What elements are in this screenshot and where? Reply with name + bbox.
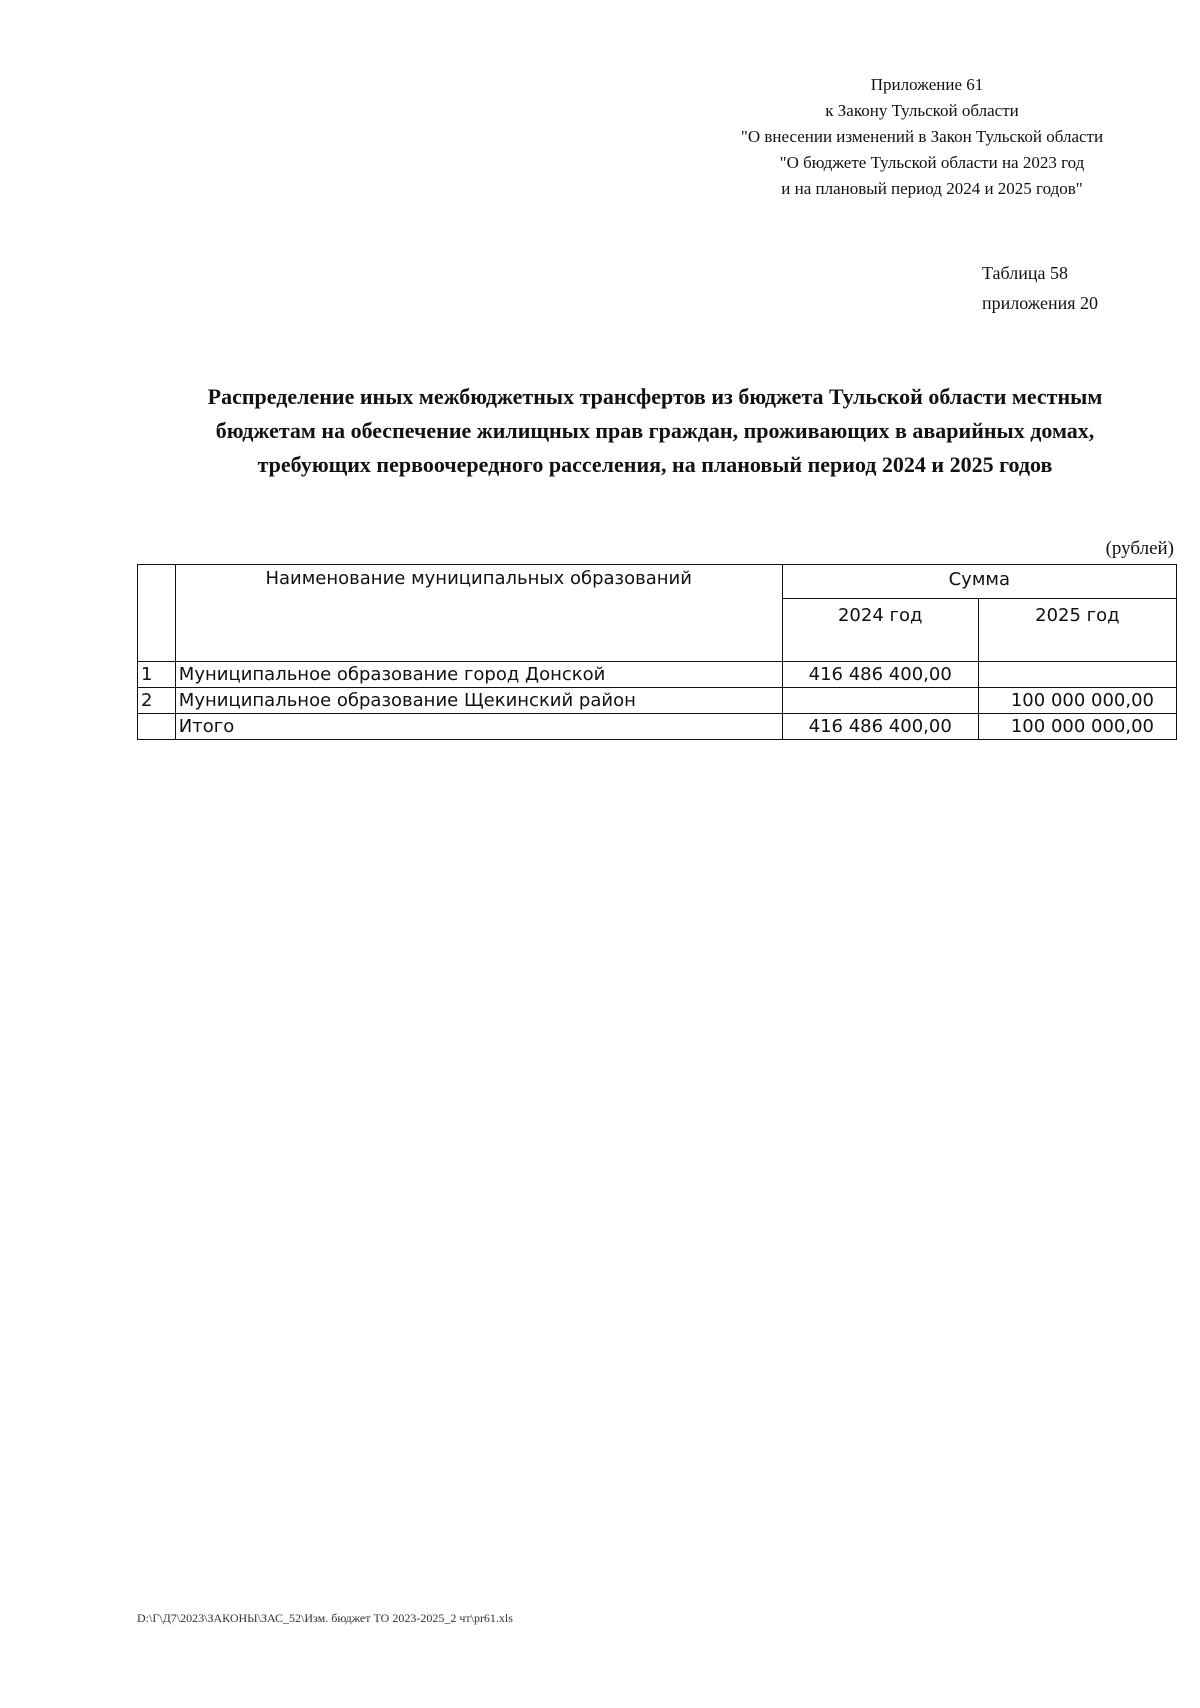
annex-line: Приложение 61 (870, 75, 984, 94)
title-line: бюджетам на обеспечение жилищных прав граждан, проживающих в аварийных домах, (215, 418, 1095, 443)
table-row (138, 662, 1177, 688)
table-reference-line: приложения 20 (982, 293, 1099, 313)
row-amount-2025 (978, 662, 1176, 688)
table-total-row (138, 714, 1177, 740)
total-amount-2024: 416 486 400,00 (782, 714, 978, 740)
title-line: требующих первоочередного расселения, на плановый период 2024 и 2025 годов (257, 452, 1053, 477)
header-year-2025: 2025 год (978, 599, 1176, 662)
table-row (138, 688, 1177, 714)
row-amount-2024: 416 486 400,00 (782, 662, 978, 688)
total-amount-2025: 100 000 000,00 (978, 714, 1176, 740)
row-amount-2025: 100 000 000,00 (978, 688, 1176, 714)
table-reference (982, 258, 1098, 318)
row-number: 2 (138, 688, 176, 714)
header-sum-cell: Сумма (782, 565, 1176, 599)
annex-line: и на плановый период 2024 и 2025 годов" (781, 179, 1083, 198)
row-amount-2024 (782, 688, 978, 714)
row-name: Муниципальное образование город Донской (175, 662, 782, 688)
annex-header (692, 72, 1152, 202)
unit-label: (рублей) (1105, 538, 1174, 559)
total-label: Итого (175, 714, 782, 740)
annex-line: "О бюджете Тульской области на 2023 год (779, 153, 1085, 172)
header-number-cell (138, 565, 176, 662)
annex-line: "О внесении изменений в Закон Тульской области (740, 127, 1104, 146)
table-reference-line: Таблица 58 (982, 263, 1068, 283)
title-line: Распределение иных межбюджетных трансфертов из бюджета Тульской области местным (207, 384, 1103, 409)
distribution-table (137, 564, 1177, 740)
total-number (138, 714, 176, 740)
file-path-footer: D:\Г\Д7\2023\ЗАКОНЫ\ЗАС_52\Изм. бюджет ТО 2023-2025_2 чт\pr61.xls (137, 1611, 513, 1625)
document-title (140, 380, 1170, 482)
annex-line: к Закону Тульской области (825, 101, 1019, 120)
header-name-cell: Наименование муниципальных образований (175, 565, 782, 662)
header-year-2024: 2024 год (782, 599, 978, 662)
row-name: Муниципальное образование Щекинский район (175, 688, 782, 714)
table-header-row (138, 565, 1177, 599)
row-number: 1 (138, 662, 176, 688)
